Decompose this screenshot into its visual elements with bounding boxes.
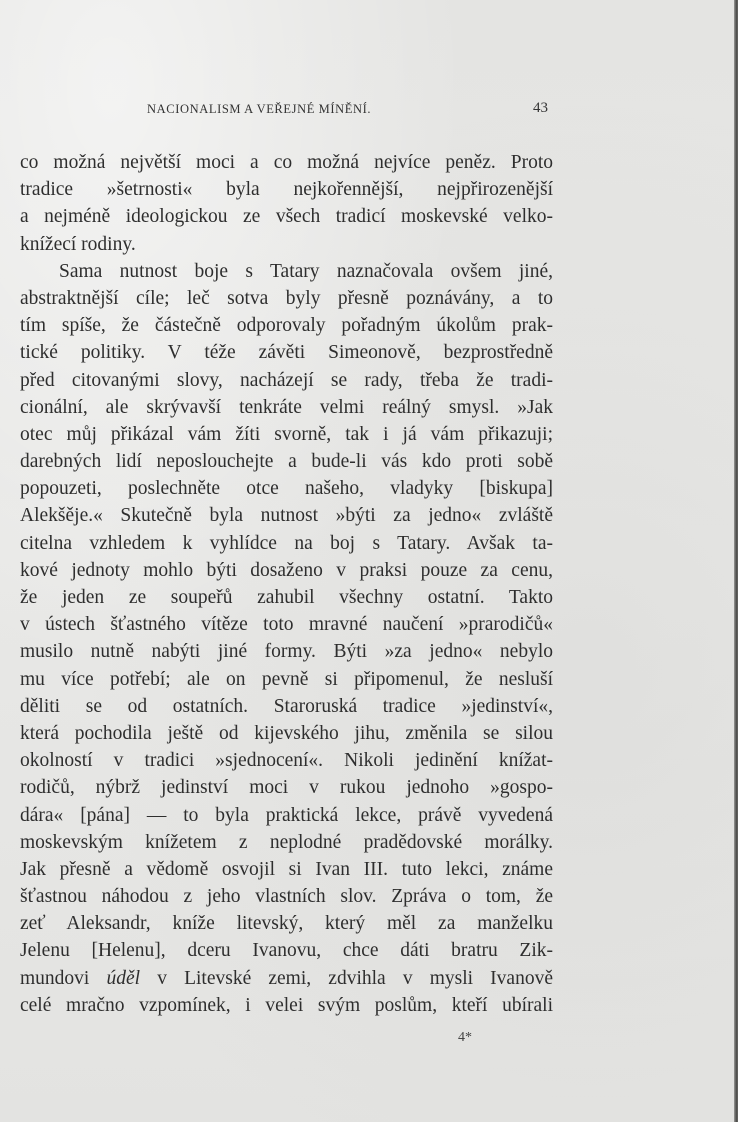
text-line: před citovanými slovy, nacházejí se rady, třeba že tradi- bbox=[20, 369, 553, 391]
text-line: tím spíše, že částečně odporovaly pořadným úkolům prak- bbox=[20, 315, 553, 337]
text-line: zeť Aleksandr, kníže litevský, který měl za manželku bbox=[20, 913, 553, 935]
text-line: moskevským knížetem z neplodné pradědovské morálky. bbox=[20, 831, 553, 853]
text-line: šťastnou náhodou z jeho vlastních slov. Zpráva o tom, že bbox=[20, 886, 553, 908]
page-edge-shadow bbox=[734, 0, 738, 1122]
body-text bbox=[20, 149, 553, 1019]
text-line-paragraph-end: knížecí rodiny. bbox=[20, 233, 136, 255]
text-line: děliti se od ostatních. Staroruská tradice »jedinství«, bbox=[20, 695, 553, 717]
text-line: v ústech šťastného vítěze toto mravné naučení »prarodičů« bbox=[20, 614, 553, 636]
text-line: celé mračno vzpomínek, i velei svým poslům, kteří ubírali bbox=[20, 994, 553, 1016]
text-line: darebných lidí neposlouchejte a bude-li vás kdo proti sobě bbox=[20, 451, 553, 473]
text-line: otec můj přikázal vám žíti svorně, tak i já vám přikazuji; bbox=[20, 423, 553, 445]
italic-term: úděl bbox=[106, 967, 141, 989]
text-line: co možná největší moci a co možná nejvíce peněz. Proto bbox=[20, 152, 553, 173]
text-line: cionální, ale skrývavší tenkráte velmi reálný smysl. »Jak bbox=[20, 396, 553, 418]
text-line: a nejméně ideologickou ze všech tradicí moskevské velko- bbox=[20, 206, 553, 228]
running-head bbox=[0, 100, 738, 122]
text-line: dára« [pána] — to byla praktická lekce, právě vyvedená bbox=[20, 804, 553, 826]
text-line: že jeden ze soupeřů zahubil všechny ostatní. Takto bbox=[20, 587, 553, 608]
text-line: tradice »šetrnosti« byla nejkořennější, nejpřirozenější bbox=[20, 179, 553, 201]
text-line: kové jednoty mohlo býti dosaženo v praksi pouze za cenu, bbox=[20, 559, 553, 581]
text-segment: mundovi bbox=[20, 967, 107, 989]
text-line: Jak přesně a vědomě osvojil si Ivan III. tuto lekci, známe bbox=[20, 858, 553, 880]
text-line: tické politiky. V téže závěti Simeonově, bezprostředně bbox=[20, 342, 553, 364]
running-title: NACIONALISM A VEŘEJNÉ MÍNĚNÍ. bbox=[147, 102, 372, 116]
text-line: okolností v tradici »sjednocení«. Nikoli jedinění knížat- bbox=[20, 750, 553, 772]
text-line-paragraph-start: Sama nutnost boje s Tatary naznačovala ovšem jiné, bbox=[59, 260, 553, 282]
page-number: 43 bbox=[533, 100, 548, 116]
text-line: Jelenu [Helenu], dceru Ivanovu, chce dáti bratru Zik- bbox=[20, 940, 553, 962]
signature-mark: 4* bbox=[458, 1030, 472, 1045]
text-line: Alekšěje.« Skutečně byla nutnost »býti za jedno« zvláště bbox=[20, 505, 553, 527]
text-line: rodičů, nýbrž jedinství moci v rukou jednoho »gospo- bbox=[20, 777, 553, 799]
text-line-with-italic bbox=[20, 965, 553, 992]
text-line: citelna vzhledem k vyhlídce na boj s Tatary. Avšak ta- bbox=[20, 532, 553, 554]
text-segment: v Litevské zemi, zdvihla v mysli Ivanově bbox=[140, 967, 553, 989]
text-line: musilo nutně nabýti jiné formy. Býti »za jedno« nebylo bbox=[20, 641, 553, 663]
text-line: abstraktnější cíle; leč sotva byly přesně poznávány, a to bbox=[20, 287, 553, 309]
text-line: která pochodila ještě od kijevského jihu, změnila se silou bbox=[20, 722, 553, 744]
text-line: popouzeti, poslechněte otce našeho, vladyky [biskupa] bbox=[20, 478, 553, 500]
text-line: mu více potřebí; ale on pevně si připomenul, že nesluší bbox=[20, 668, 553, 690]
